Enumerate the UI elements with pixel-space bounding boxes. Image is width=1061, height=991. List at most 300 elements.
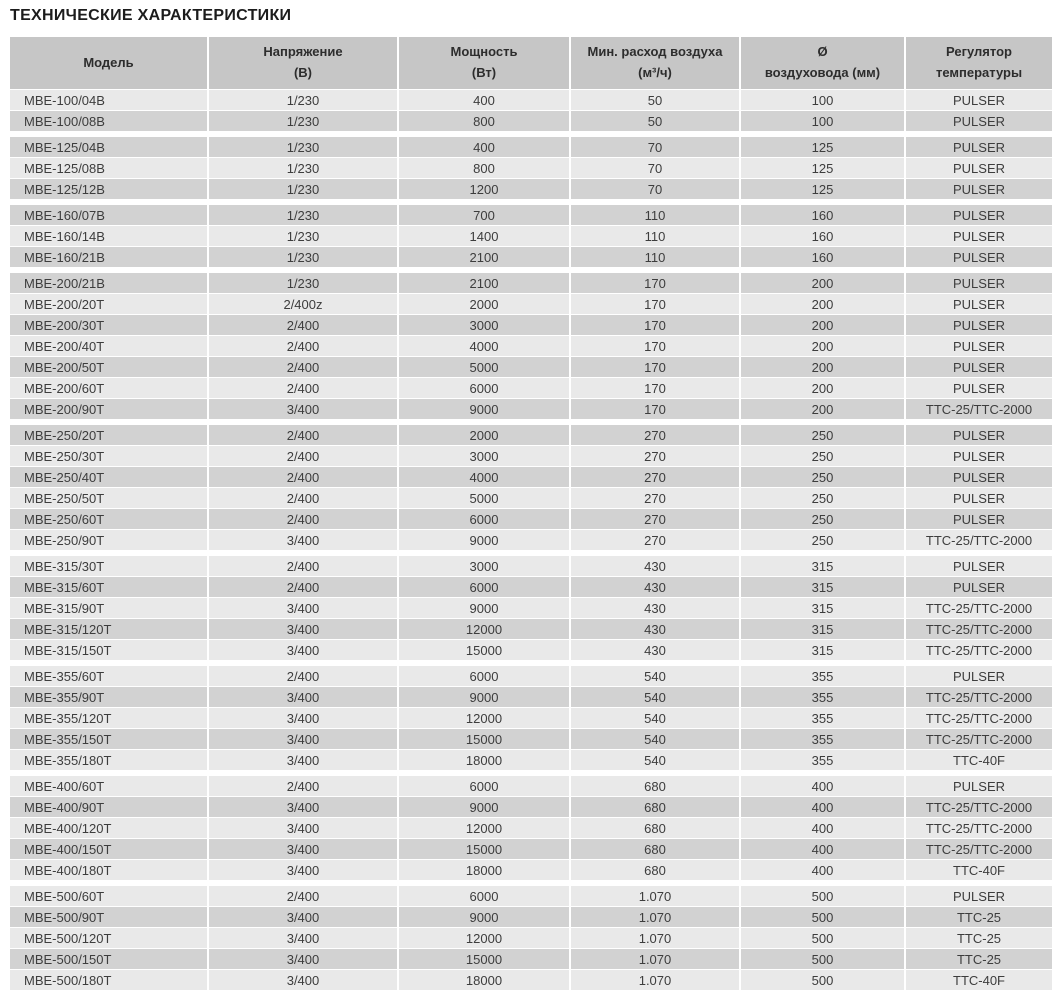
cell-airflow: 270 [571, 425, 741, 446]
cell-temperature-regulator: PULSER [906, 315, 1052, 336]
cell-duct-diameter: 315 [741, 640, 906, 661]
cell-model: MBE-160/07B [10, 205, 209, 226]
cell-voltage: 1/230 [209, 158, 399, 179]
cell-duct-diameter: 400 [741, 860, 906, 881]
cell-voltage: 3/400 [209, 839, 399, 860]
cell-model: MBE-200/30T [10, 315, 209, 336]
cell-duct-diameter: 355 [741, 708, 906, 729]
header-model-label: Модель [83, 54, 134, 70]
cell-duct-diameter: 200 [741, 273, 906, 294]
cell-power: 6000 [399, 666, 571, 687]
header-airflow-unit: (м³/ч) [638, 65, 672, 80]
cell-duct-diameter: 500 [741, 970, 906, 991]
header-temperature-regulator-unit: температуры [935, 65, 1023, 80]
header-voltage-label: Напряжение [263, 44, 343, 60]
table-row [10, 708, 1052, 729]
cell-duct-diameter: 400 [741, 776, 906, 797]
table-row [10, 247, 1052, 268]
table-row [10, 797, 1052, 818]
cell-temperature-regulator: TTC-25/TTC-2000 [906, 530, 1052, 551]
cell-power: 18000 [399, 750, 571, 771]
cell-airflow: 170 [571, 399, 741, 420]
table-row [10, 294, 1052, 315]
cell-temperature-regulator: TTC-40F [906, 860, 1052, 881]
header-temperature-regulator [906, 37, 1052, 90]
table-row [10, 640, 1052, 661]
table-header [10, 37, 1052, 90]
cell-temperature-regulator: TTC-25/TTC-2000 [906, 687, 1052, 708]
table-row [10, 666, 1052, 687]
cell-voltage: 1/230 [209, 111, 399, 132]
cell-power: 9000 [399, 530, 571, 551]
cell-power: 15000 [399, 839, 571, 860]
cell-duct-diameter: 500 [741, 949, 906, 970]
cell-duct-diameter: 355 [741, 687, 906, 708]
cell-voltage: 2/400z [209, 294, 399, 315]
cell-voltage: 2/400 [209, 509, 399, 530]
cell-temperature-regulator: PULSER [906, 273, 1052, 294]
cell-power: 2000 [399, 294, 571, 315]
cell-airflow: 270 [571, 530, 741, 551]
cell-temperature-regulator: PULSER [906, 137, 1052, 158]
cell-power: 6000 [399, 886, 571, 907]
cell-power: 5000 [399, 488, 571, 509]
cell-airflow: 430 [571, 619, 741, 640]
cell-airflow: 170 [571, 378, 741, 399]
cell-model: MBE-355/90T [10, 687, 209, 708]
cell-duct-diameter: 500 [741, 886, 906, 907]
cell-temperature-regulator: PULSER [906, 776, 1052, 797]
cell-temperature-regulator: PULSER [906, 577, 1052, 598]
header-power [399, 37, 571, 90]
cell-voltage: 3/400 [209, 750, 399, 771]
cell-airflow: 170 [571, 357, 741, 378]
cell-model: MBE-315/120T [10, 619, 209, 640]
cell-power: 700 [399, 205, 571, 226]
cell-airflow: 1.070 [571, 886, 741, 907]
cell-duct-diameter: 400 [741, 839, 906, 860]
table-row [10, 226, 1052, 247]
cell-power: 12000 [399, 619, 571, 640]
cell-voltage: 1/230 [209, 273, 399, 294]
cell-power: 12000 [399, 818, 571, 839]
cell-airflow: 680 [571, 818, 741, 839]
cell-model: MBE-355/120T [10, 708, 209, 729]
table-row [10, 970, 1052, 991]
header-duct-diameter-unit: воздуховода (мм) [764, 65, 881, 80]
cell-power: 9000 [399, 399, 571, 420]
cell-temperature-regulator: PULSER [906, 111, 1052, 132]
cell-duct-diameter: 125 [741, 158, 906, 179]
table-row [10, 179, 1052, 200]
cell-temperature-regulator: TTC-25/TTC-2000 [906, 818, 1052, 839]
cell-voltage: 3/400 [209, 598, 399, 619]
cell-model: MBE-250/30T [10, 446, 209, 467]
cell-power: 3000 [399, 556, 571, 577]
cell-voltage: 3/400 [209, 949, 399, 970]
cell-power: 800 [399, 111, 571, 132]
cell-voltage: 3/400 [209, 797, 399, 818]
cell-airflow: 50 [571, 111, 741, 132]
cell-duct-diameter: 355 [741, 666, 906, 687]
table-row [10, 425, 1052, 446]
header-voltage [209, 37, 399, 90]
cell-airflow: 680 [571, 797, 741, 818]
cell-duct-diameter: 250 [741, 530, 906, 551]
cell-model: MBE-200/20T [10, 294, 209, 315]
table-row [10, 949, 1052, 970]
cell-temperature-regulator: TTC-40F [906, 750, 1052, 771]
cell-voltage: 3/400 [209, 708, 399, 729]
table-row [10, 336, 1052, 357]
cell-airflow: 270 [571, 467, 741, 488]
cell-model: MBE-160/21B [10, 247, 209, 268]
table-row [10, 467, 1052, 488]
cell-model: MBE-250/40T [10, 467, 209, 488]
cell-model: MBE-500/90T [10, 907, 209, 928]
header-model [10, 37, 209, 90]
table-row [10, 273, 1052, 294]
header-airflow-label: Мин. расход воздуха [587, 44, 723, 60]
cell-duct-diameter: 125 [741, 137, 906, 158]
cell-voltage: 2/400 [209, 886, 399, 907]
cell-airflow: 540 [571, 708, 741, 729]
cell-temperature-regulator: PULSER [906, 378, 1052, 399]
cell-power: 9000 [399, 687, 571, 708]
cell-temperature-regulator: PULSER [906, 425, 1052, 446]
cell-duct-diameter: 315 [741, 556, 906, 577]
header-power-label: Мощность [450, 44, 518, 60]
cell-voltage: 3/400 [209, 399, 399, 420]
cell-airflow: 1.070 [571, 907, 741, 928]
cell-voltage: 2/400 [209, 666, 399, 687]
cell-airflow: 1.070 [571, 928, 741, 949]
table-row [10, 750, 1052, 771]
cell-voltage: 2/400 [209, 556, 399, 577]
cell-power: 15000 [399, 729, 571, 750]
cell-airflow: 70 [571, 179, 741, 200]
cell-duct-diameter: 200 [741, 294, 906, 315]
header-airflow [571, 37, 741, 90]
cell-temperature-regulator: PULSER [906, 179, 1052, 200]
cell-duct-diameter: 160 [741, 247, 906, 268]
cell-voltage: 1/230 [209, 90, 399, 111]
cell-model: MBE-250/90T [10, 530, 209, 551]
cell-temperature-regulator: PULSER [906, 205, 1052, 226]
cell-airflow: 110 [571, 247, 741, 268]
cell-model: MBE-160/14B [10, 226, 209, 247]
cell-power: 6000 [399, 509, 571, 530]
table-row [10, 839, 1052, 860]
cell-voltage: 2/400 [209, 357, 399, 378]
table-row [10, 399, 1052, 420]
table-row [10, 886, 1052, 907]
table-row [10, 860, 1052, 881]
cell-voltage: 3/400 [209, 970, 399, 991]
cell-airflow: 70 [571, 158, 741, 179]
cell-duct-diameter: 200 [741, 357, 906, 378]
cell-model: MBE-200/21B [10, 273, 209, 294]
cell-voltage: 2/400 [209, 467, 399, 488]
cell-airflow: 170 [571, 273, 741, 294]
cell-voltage: 3/400 [209, 907, 399, 928]
cell-model: MBE-500/180T [10, 970, 209, 991]
table-row [10, 729, 1052, 750]
cell-model: MBE-500/150T [10, 949, 209, 970]
cell-duct-diameter: 250 [741, 488, 906, 509]
table-row [10, 598, 1052, 619]
table-row [10, 907, 1052, 928]
cell-power: 400 [399, 90, 571, 111]
cell-temperature-regulator: TTC-25/TTC-2000 [906, 708, 1052, 729]
cell-temperature-regulator: TTC-40F [906, 970, 1052, 991]
table-row [10, 205, 1052, 226]
cell-temperature-regulator: TTC-25 [906, 949, 1052, 970]
table-row [10, 928, 1052, 949]
cell-temperature-regulator: PULSER [906, 336, 1052, 357]
cell-temperature-regulator: TTC-25/TTC-2000 [906, 839, 1052, 860]
cell-voltage: 3/400 [209, 530, 399, 551]
cell-voltage: 2/400 [209, 577, 399, 598]
cell-voltage: 3/400 [209, 928, 399, 949]
table-row [10, 509, 1052, 530]
cell-model: MBE-315/90T [10, 598, 209, 619]
cell-airflow: 170 [571, 294, 741, 315]
cell-model: MBE-400/120T [10, 818, 209, 839]
cell-airflow: 170 [571, 315, 741, 336]
cell-voltage: 2/400 [209, 315, 399, 336]
cell-duct-diameter: 160 [741, 205, 906, 226]
cell-airflow: 540 [571, 666, 741, 687]
cell-power: 800 [399, 158, 571, 179]
cell-model: MBE-250/20T [10, 425, 209, 446]
cell-duct-diameter: 250 [741, 467, 906, 488]
cell-temperature-regulator: TTC-25/TTC-2000 [906, 619, 1052, 640]
cell-power: 15000 [399, 640, 571, 661]
cell-airflow: 270 [571, 509, 741, 530]
cell-airflow: 70 [571, 137, 741, 158]
cell-model: MBE-125/08B [10, 158, 209, 179]
cell-power: 15000 [399, 949, 571, 970]
table-row [10, 818, 1052, 839]
cell-duct-diameter: 315 [741, 619, 906, 640]
cell-airflow: 1.070 [571, 949, 741, 970]
cell-model: MBE-250/60T [10, 509, 209, 530]
table-row [10, 158, 1052, 179]
cell-model: MBE-315/150T [10, 640, 209, 661]
cell-temperature-regulator: TTC-25/TTC-2000 [906, 729, 1052, 750]
cell-model: MBE-355/60T [10, 666, 209, 687]
cell-power: 18000 [399, 970, 571, 991]
cell-power: 1200 [399, 179, 571, 200]
cell-temperature-regulator: PULSER [906, 886, 1052, 907]
cell-model: MBE-500/60T [10, 886, 209, 907]
cell-temperature-regulator: PULSER [906, 488, 1052, 509]
cell-duct-diameter: 200 [741, 378, 906, 399]
cell-model: MBE-355/150T [10, 729, 209, 750]
cell-duct-diameter: 315 [741, 598, 906, 619]
cell-model: MBE-315/60T [10, 577, 209, 598]
cell-model: MBE-200/50T [10, 357, 209, 378]
table-row [10, 687, 1052, 708]
header-power-unit: (Вт) [471, 65, 497, 80]
cell-duct-diameter: 100 [741, 111, 906, 132]
cell-temperature-regulator: PULSER [906, 666, 1052, 687]
spec-table [10, 37, 1052, 991]
header-duct-diameter [741, 37, 906, 90]
cell-power: 6000 [399, 776, 571, 797]
cell-duct-diameter: 400 [741, 797, 906, 818]
cell-temperature-regulator: TTC-25 [906, 907, 1052, 928]
cell-duct-diameter: 355 [741, 750, 906, 771]
cell-model: MBE-500/120T [10, 928, 209, 949]
table-row [10, 619, 1052, 640]
cell-power: 12000 [399, 928, 571, 949]
cell-model: MBE-100/08B [10, 111, 209, 132]
cell-power: 12000 [399, 708, 571, 729]
cell-model: MBE-400/180T [10, 860, 209, 881]
cell-voltage: 2/400 [209, 488, 399, 509]
cell-airflow: 540 [571, 750, 741, 771]
cell-duct-diameter: 200 [741, 399, 906, 420]
cell-voltage: 1/230 [209, 179, 399, 200]
cell-airflow: 110 [571, 226, 741, 247]
cell-voltage: 3/400 [209, 619, 399, 640]
cell-voltage: 3/400 [209, 687, 399, 708]
cell-voltage: 1/230 [209, 226, 399, 247]
cell-voltage: 1/230 [209, 247, 399, 268]
cell-duct-diameter: 100 [741, 90, 906, 111]
cell-model: MBE-125/04B [10, 137, 209, 158]
cell-duct-diameter: 500 [741, 907, 906, 928]
cell-power: 3000 [399, 446, 571, 467]
cell-airflow: 540 [571, 687, 741, 708]
cell-power: 18000 [399, 860, 571, 881]
cell-temperature-regulator: TTC-25/TTC-2000 [906, 640, 1052, 661]
cell-voltage: 2/400 [209, 776, 399, 797]
cell-model: MBE-400/150T [10, 839, 209, 860]
cell-airflow: 680 [571, 839, 741, 860]
cell-temperature-regulator: TTC-25/TTC-2000 [906, 598, 1052, 619]
cell-voltage: 2/400 [209, 336, 399, 357]
table-row [10, 556, 1052, 577]
cell-temperature-regulator: PULSER [906, 556, 1052, 577]
table-row [10, 577, 1052, 598]
table-row [10, 315, 1052, 336]
table-row [10, 111, 1052, 132]
cell-duct-diameter: 400 [741, 818, 906, 839]
cell-model: MBE-100/04B [10, 90, 209, 111]
cell-temperature-regulator: TTC-25/TTC-2000 [906, 399, 1052, 420]
cell-voltage: 2/400 [209, 425, 399, 446]
cell-power: 4000 [399, 467, 571, 488]
cell-power: 4000 [399, 336, 571, 357]
cell-model: MBE-315/30T [10, 556, 209, 577]
cell-voltage: 2/400 [209, 378, 399, 399]
cell-airflow: 1.070 [571, 970, 741, 991]
cell-voltage: 3/400 [209, 818, 399, 839]
header-row [10, 37, 1052, 90]
cell-voltage: 1/230 [209, 137, 399, 158]
cell-temperature-regulator: PULSER [906, 357, 1052, 378]
header-temperature-regulator-label: Регулятор [946, 44, 1012, 60]
cell-temperature-regulator: TTC-25 [906, 928, 1052, 949]
cell-voltage: 3/400 [209, 860, 399, 881]
cell-model: MBE-355/180T [10, 750, 209, 771]
cell-temperature-regulator: PULSER [906, 247, 1052, 268]
cell-power: 9000 [399, 797, 571, 818]
cell-airflow: 430 [571, 577, 741, 598]
cell-model: MBE-250/50T [10, 488, 209, 509]
cell-temperature-regulator: PULSER [906, 446, 1052, 467]
cell-model: MBE-200/40T [10, 336, 209, 357]
cell-airflow: 170 [571, 336, 741, 357]
cell-airflow: 270 [571, 446, 741, 467]
cell-duct-diameter: 250 [741, 446, 906, 467]
cell-temperature-regulator: PULSER [906, 90, 1052, 111]
cell-power: 9000 [399, 907, 571, 928]
cell-airflow: 430 [571, 640, 741, 661]
cell-duct-diameter: 250 [741, 509, 906, 530]
cell-airflow: 430 [571, 556, 741, 577]
cell-airflow: 50 [571, 90, 741, 111]
cell-temperature-regulator: TTC-25/TTC-2000 [906, 797, 1052, 818]
cell-power: 2100 [399, 247, 571, 268]
cell-airflow: 680 [571, 776, 741, 797]
cell-voltage: 3/400 [209, 729, 399, 750]
cell-power: 9000 [399, 598, 571, 619]
cell-temperature-regulator: PULSER [906, 294, 1052, 315]
cell-model: MBE-200/90T [10, 399, 209, 420]
cell-power: 2100 [399, 273, 571, 294]
table-row [10, 488, 1052, 509]
cell-airflow: 270 [571, 488, 741, 509]
cell-duct-diameter: 125 [741, 179, 906, 200]
cell-power: 1400 [399, 226, 571, 247]
cell-voltage: 3/400 [209, 640, 399, 661]
cell-voltage: 2/400 [209, 446, 399, 467]
cell-voltage: 1/230 [209, 205, 399, 226]
table-row [10, 357, 1052, 378]
cell-power: 5000 [399, 357, 571, 378]
table-row [10, 446, 1052, 467]
cell-model: MBE-125/12B [10, 179, 209, 200]
cell-power: 400 [399, 137, 571, 158]
cell-temperature-regulator: PULSER [906, 158, 1052, 179]
table-row [10, 530, 1052, 551]
cell-temperature-regulator: PULSER [906, 467, 1052, 488]
cell-airflow: 680 [571, 860, 741, 881]
table-row [10, 137, 1052, 158]
cell-temperature-regulator: PULSER [906, 226, 1052, 247]
cell-model: MBE-200/60T [10, 378, 209, 399]
header-duct-diameter-symbol: Ø [817, 44, 828, 60]
cell-duct-diameter: 200 [741, 315, 906, 336]
cell-airflow: 540 [571, 729, 741, 750]
cell-model: MBE-400/60T [10, 776, 209, 797]
header-voltage-unit: (В) [293, 65, 313, 80]
cell-duct-diameter: 250 [741, 425, 906, 446]
cell-power: 2000 [399, 425, 571, 446]
cell-model: MBE-400/90T [10, 797, 209, 818]
cell-duct-diameter: 355 [741, 729, 906, 750]
cell-power: 6000 [399, 378, 571, 399]
cell-duct-diameter: 500 [741, 928, 906, 949]
cell-duct-diameter: 160 [741, 226, 906, 247]
table-body [10, 90, 1052, 991]
cell-power: 6000 [399, 577, 571, 598]
cell-airflow: 430 [571, 598, 741, 619]
